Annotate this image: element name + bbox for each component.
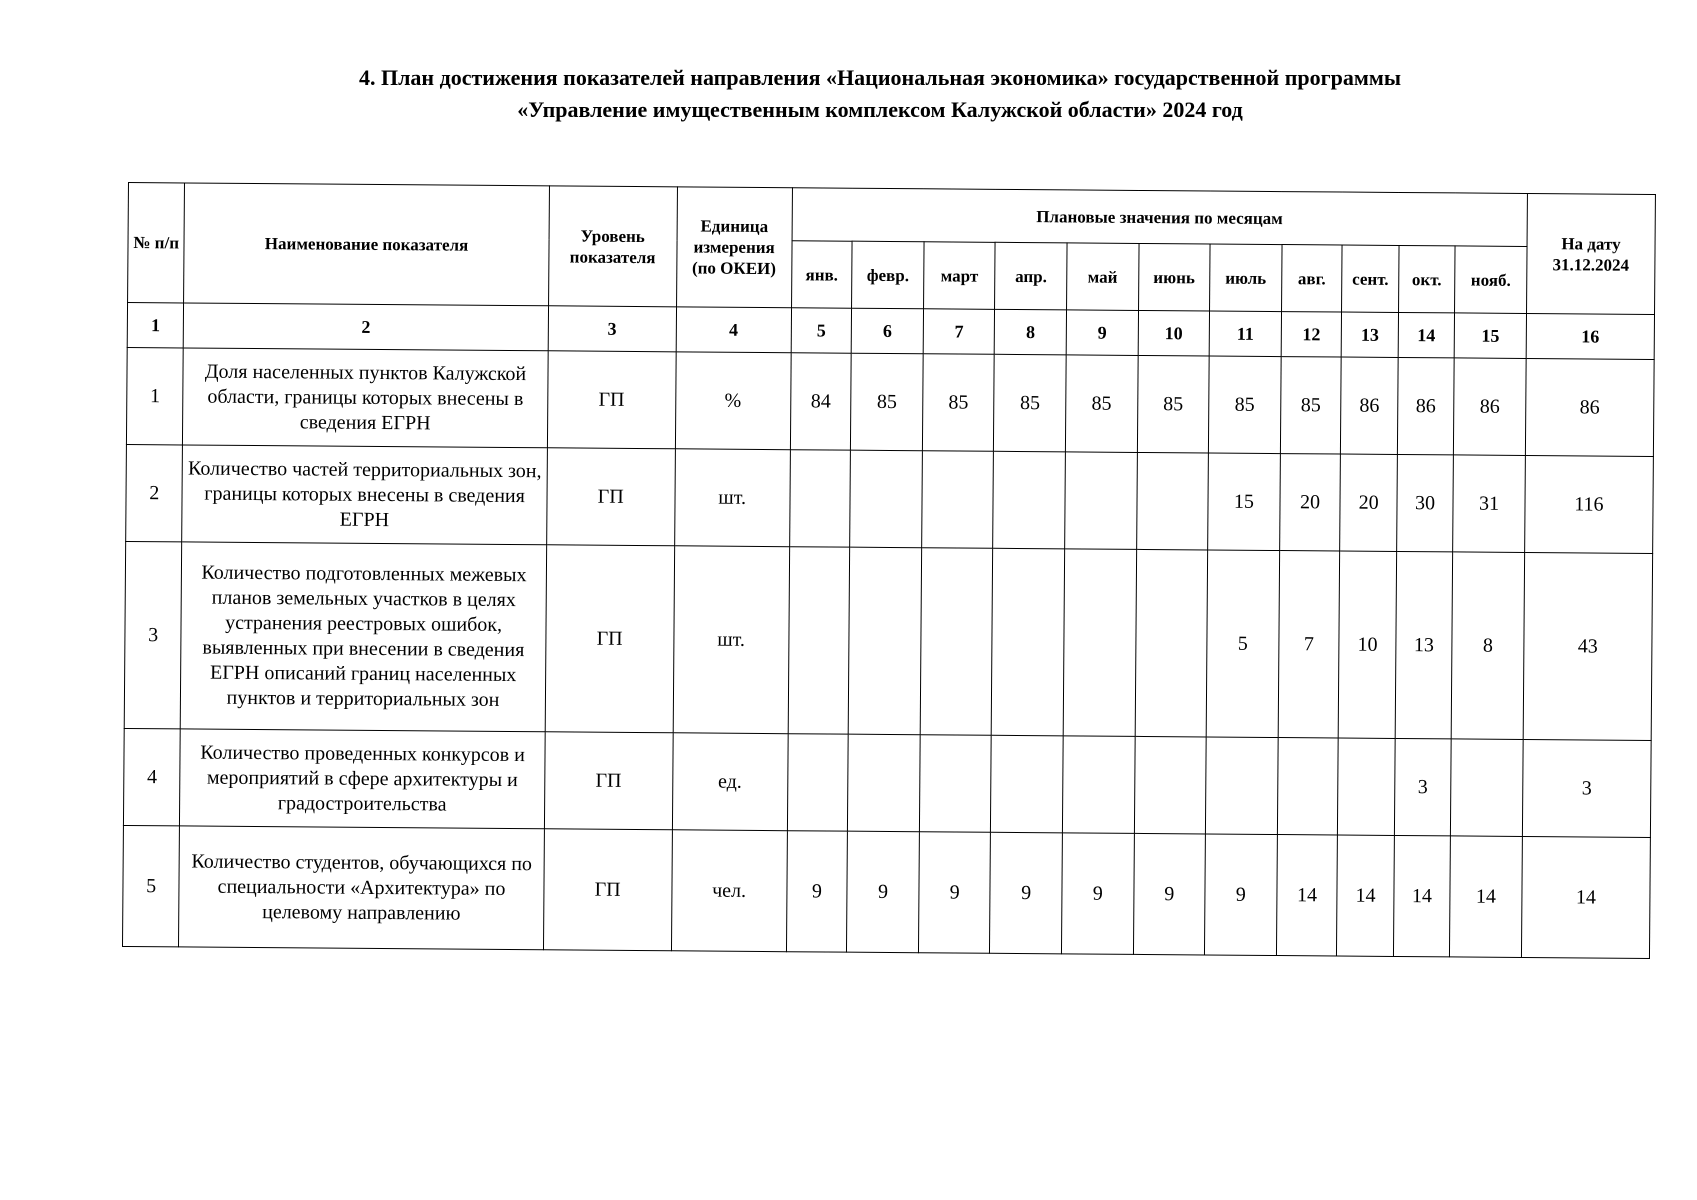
row-number: 2 — [126, 444, 183, 541]
indicator-name: Количество подготовленных межевых планов земельных участков в целях устранения реестровых ошибок, выявленных при внесении в сведения ЕГРН описаний границ населенных пунктов и территориальных зон — [181, 542, 547, 732]
header-month: янв. — [791, 241, 852, 308]
month-value: 9 — [1061, 833, 1134, 955]
indicator-level: ГП — [547, 351, 676, 449]
column-number: 11 — [1209, 311, 1281, 357]
header-level: Уровень показателя — [548, 186, 677, 307]
month-value — [1277, 738, 1338, 835]
column-number: 13 — [1342, 312, 1399, 357]
table-body — [122, 347, 1654, 958]
month-value: 9 — [1133, 833, 1206, 955]
table-row — [126, 444, 1654, 553]
table-row — [124, 541, 1652, 740]
header-month: март — [923, 242, 995, 310]
column-number: 1 — [127, 303, 184, 348]
month-value: 85 — [1137, 355, 1209, 453]
month-value: 31 — [1453, 455, 1525, 553]
final-value: 86 — [1525, 358, 1654, 456]
month-value: 7 — [1278, 551, 1340, 738]
column-number: 3 — [548, 306, 676, 352]
month-value — [920, 548, 993, 736]
month-value: 20 — [1340, 454, 1397, 551]
month-value: 30 — [1396, 454, 1453, 551]
month-value — [1136, 452, 1208, 550]
month-value — [1062, 736, 1134, 834]
month-value — [789, 450, 850, 547]
month-value: 9 — [918, 832, 991, 954]
document-title — [180, 62, 1580, 126]
month-value: 85 — [1209, 356, 1281, 454]
header-unit: Единица измерения (по ОКЕИ) — [676, 187, 792, 308]
column-number: 12 — [1281, 312, 1342, 357]
header-month: окт. — [1398, 245, 1455, 312]
header-month: май — [1067, 243, 1139, 311]
row-number: 4 — [123, 728, 180, 825]
month-value: 84 — [790, 353, 851, 450]
indicator-level: ГП — [543, 829, 672, 951]
column-number: 6 — [852, 308, 924, 354]
month-value: 9 — [1205, 834, 1278, 956]
header-month: нояб. — [1455, 246, 1527, 314]
month-value: 10 — [1339, 551, 1397, 738]
table-row — [123, 728, 1651, 837]
month-value — [1065, 452, 1137, 550]
unit: шт. — [673, 546, 789, 734]
header-months-group: Плановые значения по месяцам — [792, 188, 1528, 247]
indicator-level: ГП — [546, 448, 675, 546]
month-value: 86 — [1341, 357, 1398, 454]
indicator-name: Количество студентов, обучающихся по специальности «Архитектура» по целевому направлению — [179, 826, 544, 950]
month-value: 3 — [1394, 738, 1451, 835]
month-value: 9 — [786, 831, 848, 952]
column-number: 9 — [1066, 310, 1138, 356]
month-value — [787, 734, 848, 831]
final-value: 14 — [1521, 836, 1650, 958]
month-value: 8 — [1451, 552, 1524, 740]
row-number: 1 — [126, 347, 183, 444]
month-value: 14 — [1337, 835, 1394, 956]
unit: чел. — [671, 830, 787, 952]
month-value — [848, 734, 920, 832]
header-number: № п/п — [128, 183, 185, 303]
month-value: 9 — [847, 831, 920, 953]
unit: % — [675, 352, 791, 450]
table-row — [122, 825, 1650, 958]
title-line-2: «Управление имущественным комплексом Калужской области» 2024 год — [517, 97, 1243, 122]
month-value: 9 — [990, 832, 1063, 954]
column-number: 14 — [1398, 312, 1455, 357]
header-month: авг. — [1281, 245, 1342, 312]
month-value: 85 — [1065, 355, 1137, 453]
final-value: 3 — [1522, 739, 1651, 837]
header-name: Наименование показателя — [184, 183, 549, 306]
column-number: 16 — [1526, 313, 1654, 359]
indicator-name: Количество проведенных конкурсов и мероприятий в сфере архитектуры и градостроительства — [180, 729, 545, 829]
final-value: 43 — [1523, 552, 1653, 740]
month-value — [1134, 736, 1206, 834]
month-value — [1063, 549, 1136, 737]
column-number: 7 — [923, 309, 995, 355]
column-number: 2 — [184, 303, 549, 351]
header-month: апр. — [995, 242, 1067, 310]
header-month: июнь — [1138, 243, 1210, 311]
header-month: сент. — [1342, 245, 1399, 312]
header-month: июль — [1210, 244, 1282, 312]
month-value — [1135, 549, 1208, 737]
month-value: 5 — [1206, 550, 1279, 738]
month-value: 86 — [1454, 358, 1526, 456]
month-value — [1206, 737, 1278, 835]
header-month: февр. — [852, 241, 924, 309]
month-value — [919, 735, 991, 833]
table-header — [127, 183, 1655, 360]
indicator-name: Доля населенных пунктов Калужской области, границы которых внесены в сведения ЕГРН — [183, 348, 548, 448]
month-value — [1338, 738, 1395, 835]
month-value: 86 — [1397, 357, 1454, 454]
month-value: 85 — [994, 354, 1066, 452]
indicator-name: Количество частей территориальных зон, границы которых внесены в сведения ЕГРН — [182, 445, 547, 545]
indicators-table — [122, 182, 1656, 959]
month-value: 20 — [1279, 454, 1340, 551]
row-number: 5 — [122, 825, 179, 946]
column-number: 5 — [791, 308, 852, 353]
month-value: 85 — [922, 354, 994, 452]
month-value: 14 — [1393, 835, 1450, 956]
month-value — [991, 735, 1063, 833]
column-number: 15 — [1454, 313, 1526, 359]
final-value: 116 — [1525, 455, 1654, 553]
month-value — [850, 450, 922, 548]
unit: ед. — [672, 733, 788, 831]
unit: шт. — [674, 449, 790, 547]
column-number: 8 — [995, 309, 1067, 355]
month-value — [788, 547, 850, 734]
month-value: 14 — [1450, 836, 1523, 958]
month-value — [849, 547, 922, 735]
month-value: 85 — [1280, 357, 1341, 454]
row-number: 3 — [124, 541, 182, 728]
header-final-date: На дату 31.12.2024 — [1526, 193, 1655, 314]
month-value: 14 — [1276, 835, 1338, 956]
column-number: 4 — [676, 307, 791, 353]
title-line-1: 4. План достижения показателей направления «Национальная экономика» государственной программы — [358, 65, 1402, 90]
table-row — [126, 347, 1654, 456]
indicator-level: ГП — [545, 545, 674, 733]
month-value — [992, 548, 1065, 736]
month-value: 85 — [851, 353, 923, 451]
month-value: 15 — [1208, 453, 1280, 551]
month-value — [1451, 739, 1523, 837]
month-value — [922, 451, 994, 549]
month-value — [993, 451, 1065, 549]
indicator-level: ГП — [544, 732, 673, 830]
column-number: 10 — [1138, 310, 1210, 356]
month-value: 13 — [1395, 551, 1453, 738]
